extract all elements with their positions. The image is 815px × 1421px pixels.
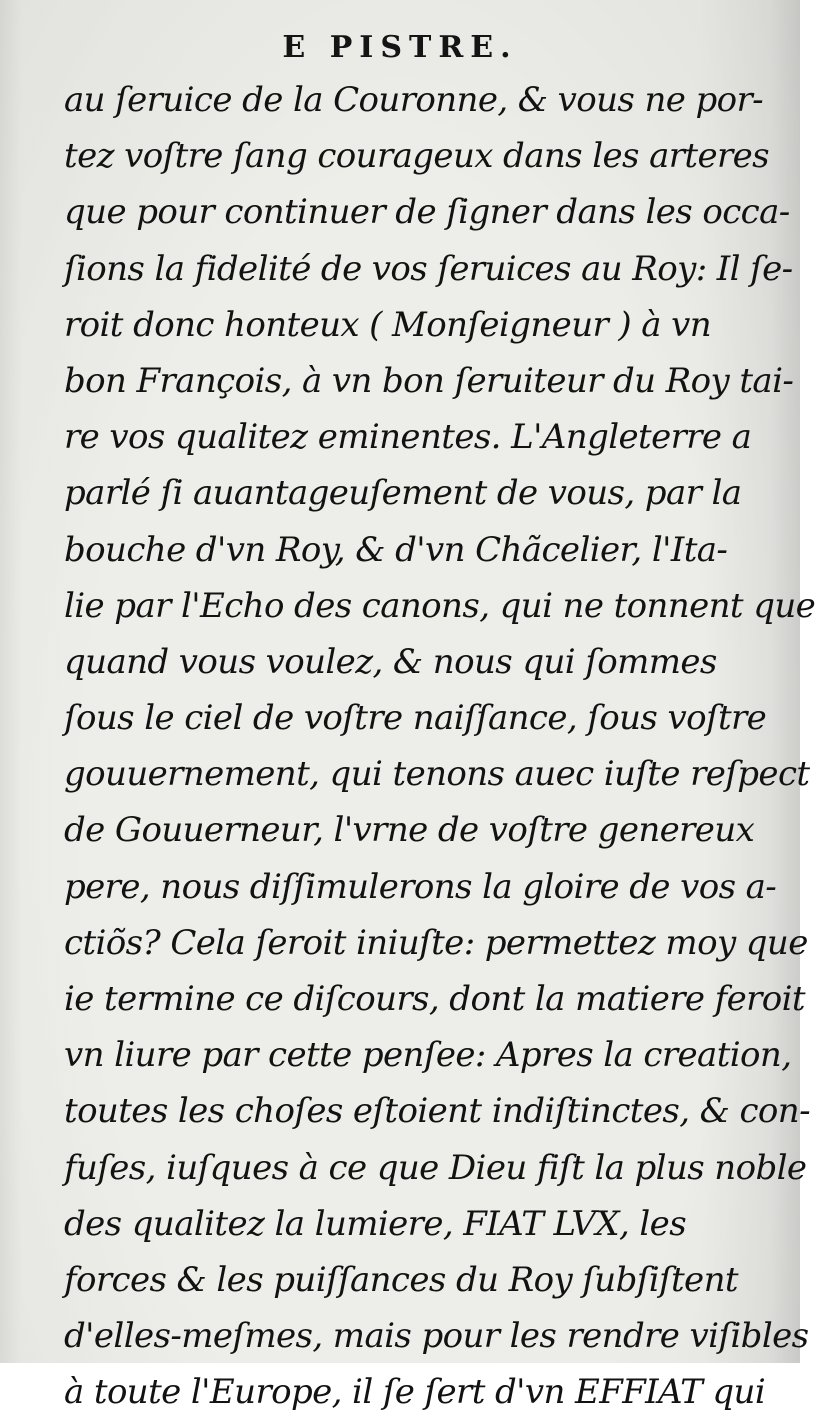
text-line: ie termine ce diſcours, dont la matiere feroit <box>64 979 805 1019</box>
text-line: roit donc honteux ( Monſeigneur ) à vn <box>64 304 712 345</box>
text-line: forces & les puiſſances du Roy ſubſiſtent <box>64 1259 738 1300</box>
text-line: au ſeruice de la Couronne, & vous ne por- <box>64 80 764 120</box>
text-line: ſous le ciel de voſtre naiſſance, ſous voſtre <box>64 698 767 739</box>
text-line: vn liure par cette penſee: Apres la creation, <box>64 1035 792 1076</box>
text-line: ctiõs? Cela ſeroit iniuſte: permettez moy que <box>64 922 808 963</box>
running-head: E PISTRE. <box>282 30 518 65</box>
text-line: fuſes, iuſques à ce que Dieu fiſt la plus noble <box>64 1147 807 1188</box>
text-line: toutes les choſes eſtoient indiſtinctes, & con- <box>64 1091 810 1132</box>
text-line: bouche d'vn Roy, & d'vn Chãcelier, l'Ita- <box>64 529 728 570</box>
text-line: des qualitez la lumiere, FIAT LVX, les <box>64 1203 687 1244</box>
text-line: re vos qualitez eminentes. L'Angleterre a <box>64 417 752 458</box>
text-line: d'elles-meſmes, mais pour les rendre viſibles <box>64 1316 809 1357</box>
text-line: bon François, à vn bon ſeruiteur du Roy tai- <box>64 360 794 401</box>
text-line: que pour continuer de ſigner dans les occa- <box>64 192 790 233</box>
body-text <box>64 72 815 1421</box>
text-line: quand vous voulez, & nous qui ſommes <box>64 641 717 682</box>
text-line: à toute l'Europe, il ſe ſert d'vn EFFIAT qui <box>64 1372 766 1413</box>
text-line: lie par l'Echo des canons, qui ne tonnent que <box>64 585 815 626</box>
text-line: pere, nous diſſimulerons la gloire de vos a- <box>64 866 777 907</box>
text-line: parlé ſi auantageuſement de vous, par la <box>64 473 742 514</box>
text-line: ſions la fidelité de vos ſeruices au Roy: Il ſe- <box>64 248 793 289</box>
text-line: de Gouuerneur, l'vrne de voſtre genereux <box>64 810 755 851</box>
text-line: tez voſtre ſang courageux dans les arteres <box>64 136 770 177</box>
text-line: gouuernement, qui tenons auec iuſte reſpect <box>64 754 810 795</box>
